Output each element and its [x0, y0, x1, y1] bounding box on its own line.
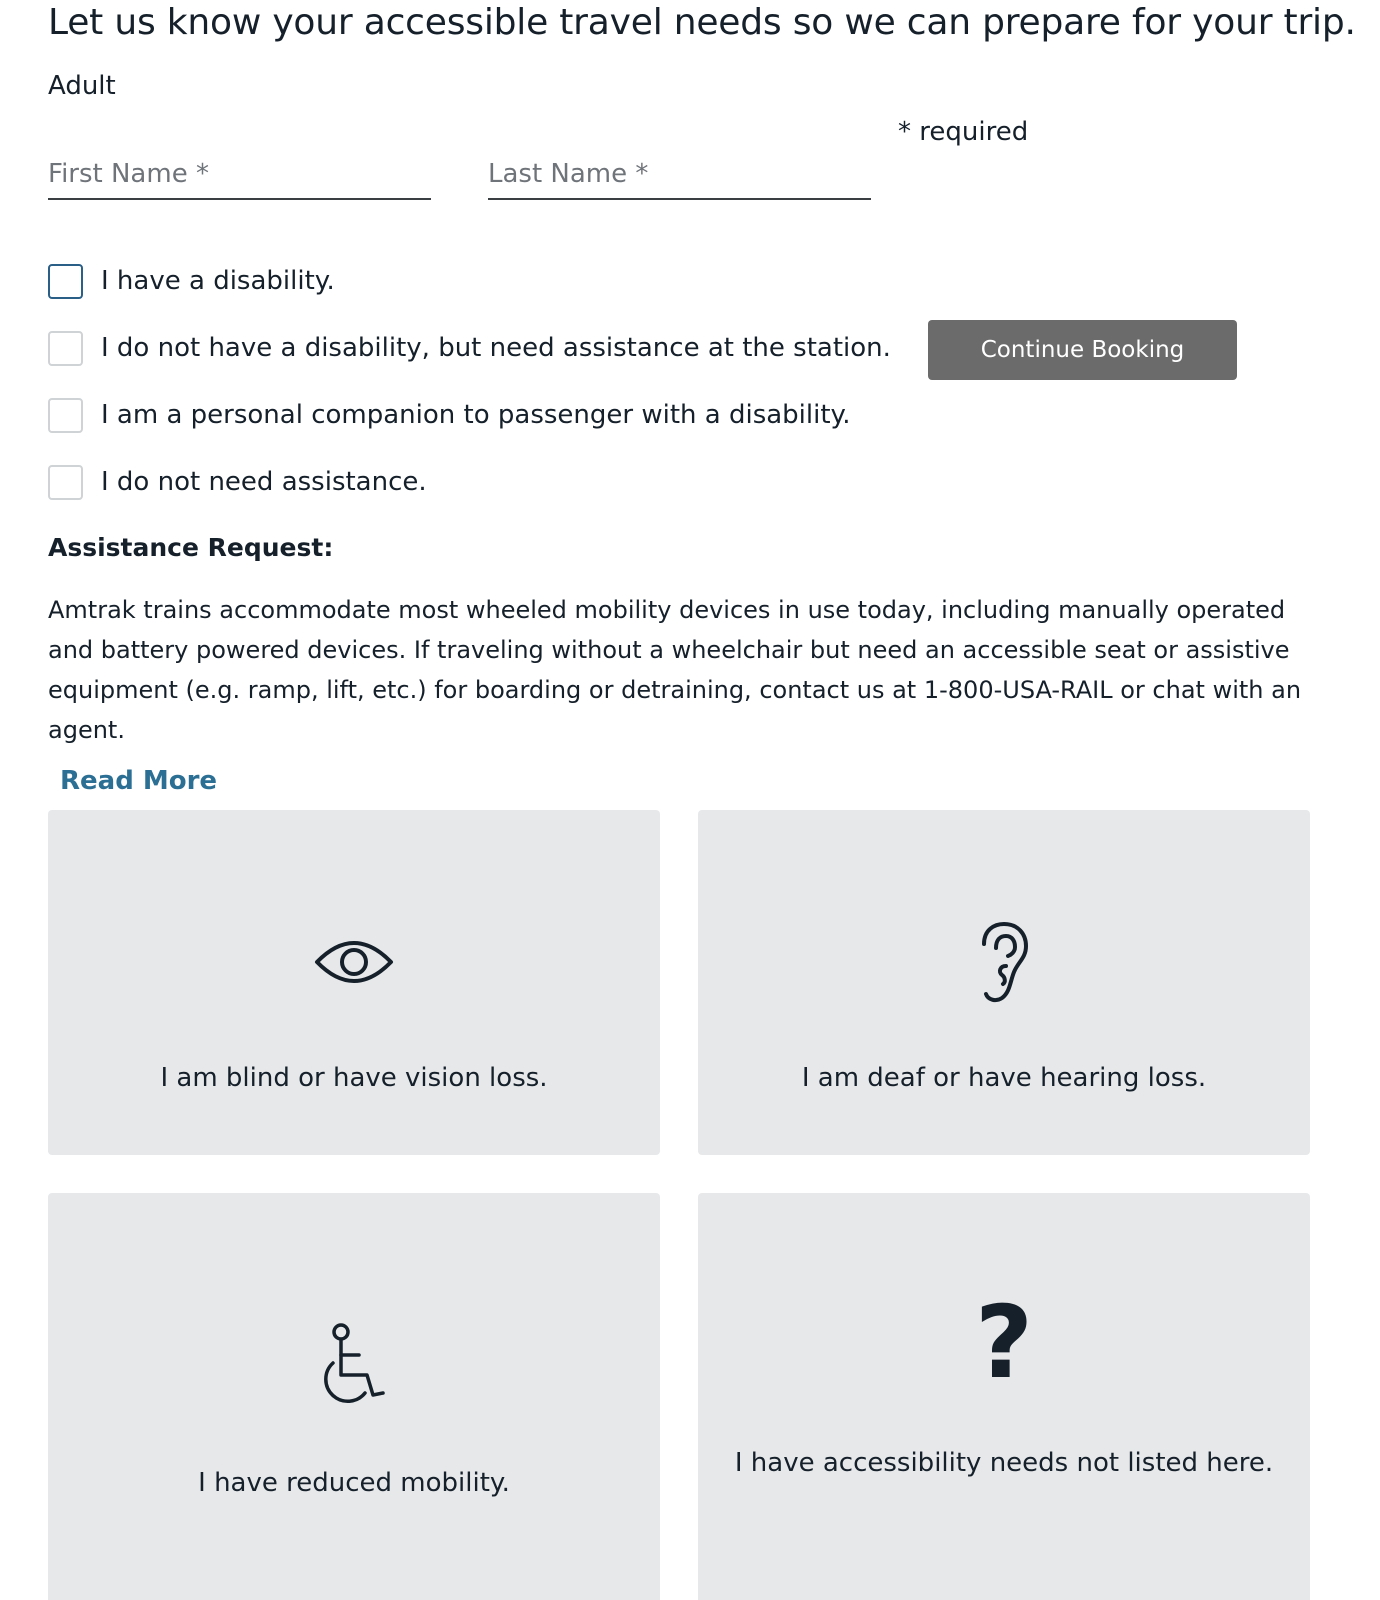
assistance-description: Amtrak trains accommodate most wheeled mobility devices in use today, including manually operated and battery powered devices. If traveling without a wheelchair but need an accessible seat or assistive equipment (e.g. ramp, lift, etc.) for boarding or detraining, contact us at 1-800-USA-RAIL or chat with an agent.: [48, 596, 1302, 744]
option-label: I am a personal companion to passenger with a disability.: [101, 400, 851, 430]
ear-icon: [976, 920, 1032, 1004]
option-label: I have a disability.: [101, 266, 335, 296]
continue-booking-button[interactable]: Continue Booking: [928, 320, 1237, 380]
option-personal-companion[interactable]: [48, 395, 850, 435]
option-need-station-assistance[interactable]: [48, 328, 891, 368]
card-label: I have accessibility needs not listed here.: [734, 1448, 1274, 1478]
first-name-field[interactable]: [48, 150, 431, 200]
option-label: I do not need assistance.: [101, 467, 427, 497]
reduced-mobility-card[interactable]: [48, 1193, 660, 1600]
option-have-disability[interactable]: [48, 261, 335, 301]
question-mark-icon: ?: [974, 1284, 1033, 1401]
station-assistance-checkbox[interactable]: [48, 331, 83, 366]
last-name-field[interactable]: [488, 150, 871, 200]
card-label: I am blind or have vision loss.: [160, 1063, 548, 1093]
eye-icon: [314, 932, 394, 992]
card-label: I am deaf or have hearing loss.: [801, 1063, 1207, 1093]
passenger-type-label: Adult: [48, 71, 116, 101]
read-more-link[interactable]: Read More: [60, 766, 218, 796]
no-assistance-checkbox[interactable]: [48, 465, 83, 500]
other-needs-card[interactable]: [698, 1193, 1310, 1600]
page-headline: Let us know your accessible travel needs so we can prepare for your trip.: [48, 2, 1356, 43]
have-disability-checkbox[interactable]: [48, 264, 83, 299]
personal-companion-checkbox[interactable]: [48, 398, 83, 433]
hearing-loss-card[interactable]: [698, 810, 1310, 1155]
card-label: I have reduced mobility.: [198, 1468, 510, 1498]
required-note: * required: [898, 117, 1029, 147]
option-no-assistance[interactable]: [48, 462, 427, 502]
option-label: I do not have a disability, but need assistance at the station.: [101, 333, 891, 363]
assistance-request-title: Assistance Request:: [48, 533, 334, 562]
wheelchair-icon: [319, 1323, 389, 1409]
vision-loss-card[interactable]: [48, 810, 660, 1155]
